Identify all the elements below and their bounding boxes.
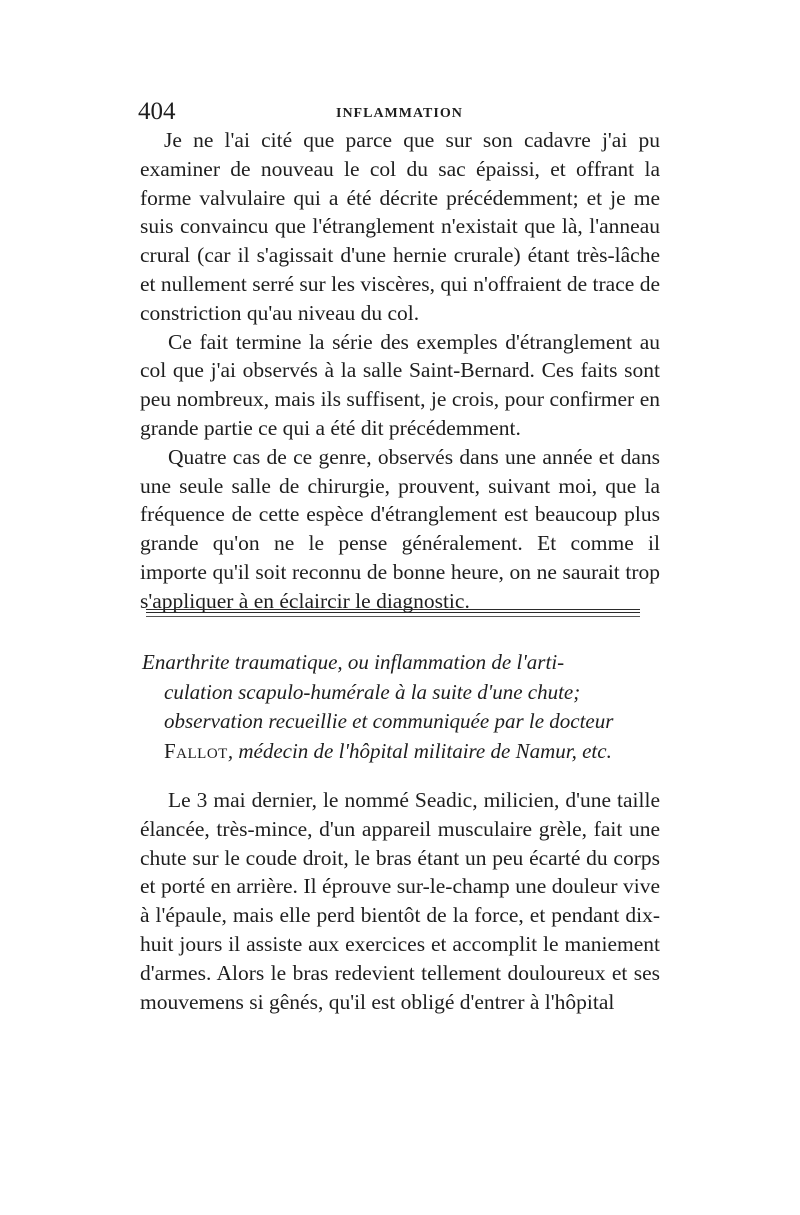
page-header [138,98,658,128]
section-divider-rule [146,609,640,610]
author-affiliation: , médecin de l'hôpital militaire de Namur, etc. [227,738,612,763]
section-title-line: observation recueillie et communiquée par le docteur [164,709,614,733]
author-name: Fallot [164,738,228,763]
paragraph: Ce fait termine la série des exemples d'étranglement au col que j'ai observés à la salle Saint-Bernard. Ces faits sont peu nombreux, mais ils suffisent, je crois, pour confirmer en grande partie ce qui a été dit précédemment. [140,329,660,440]
section-divider-rule [146,612,640,613]
paragraph: Le 3 mai dernier, le nommé Seadic, milicien, d'une taille élancée, très-mince, d'un appareil musculaire grèle, fait une chute sur le coude droit, le bras étant un peu écarté du corps et porté en arrière. Il éprouve sur-le-champ une douleur vive à l'épaule, mais elle perd bientôt de la force, et pendant dix-huit jours il assiste aux exercices et accomplit le maniement d'armes. Alors le bras redevient tellement douloureux et ses mouvemens si gênés, qu'il est obligé d'entrer à l'hôpital [140,788,660,1014]
section-title-line [142,737,662,767]
page-number: 404 [138,98,176,125]
section-title-line: culation scapulo-humérale à la suite d'une chute; [164,679,581,704]
section-title-line: Enarthrite traumatique, ou inflammation de l'arti- [142,650,565,674]
running-head: INFLAMMATION [336,106,463,121]
body-text-top [140,126,660,616]
paragraph: Quatre cas de ce genre, observés dans une année et dans une seule salle de chirurgie, prouvent, suivant moi, que la fréquence de cette espèce d'étranglement est beaucoup plus grande qu'on ne le pense généralement. Et comme il importe qu'il soit reconnu de bonne heure, on ne saurait trop s'appliquer à en éclaircir le diagnostic. [140,444,660,613]
section-divider-rule [146,616,640,617]
body-text-bottom [140,786,660,1016]
paragraph: Je ne l'ai cité que parce que sur son cadavre j'ai pu examiner de nouveau le col du sac épaissi, et offrant la forme valvulaire qui a été décrite précédemment; et je me suis convaincu que l'étranglement n'existait que là, l'anneau crural (car il s'agissait d'une hernie crurale) étant très-lâche et nullement serré sur les viscères, qui n'offraient de trace de constriction qu'au niveau du col. [140,128,660,325]
section-title [142,648,662,766]
